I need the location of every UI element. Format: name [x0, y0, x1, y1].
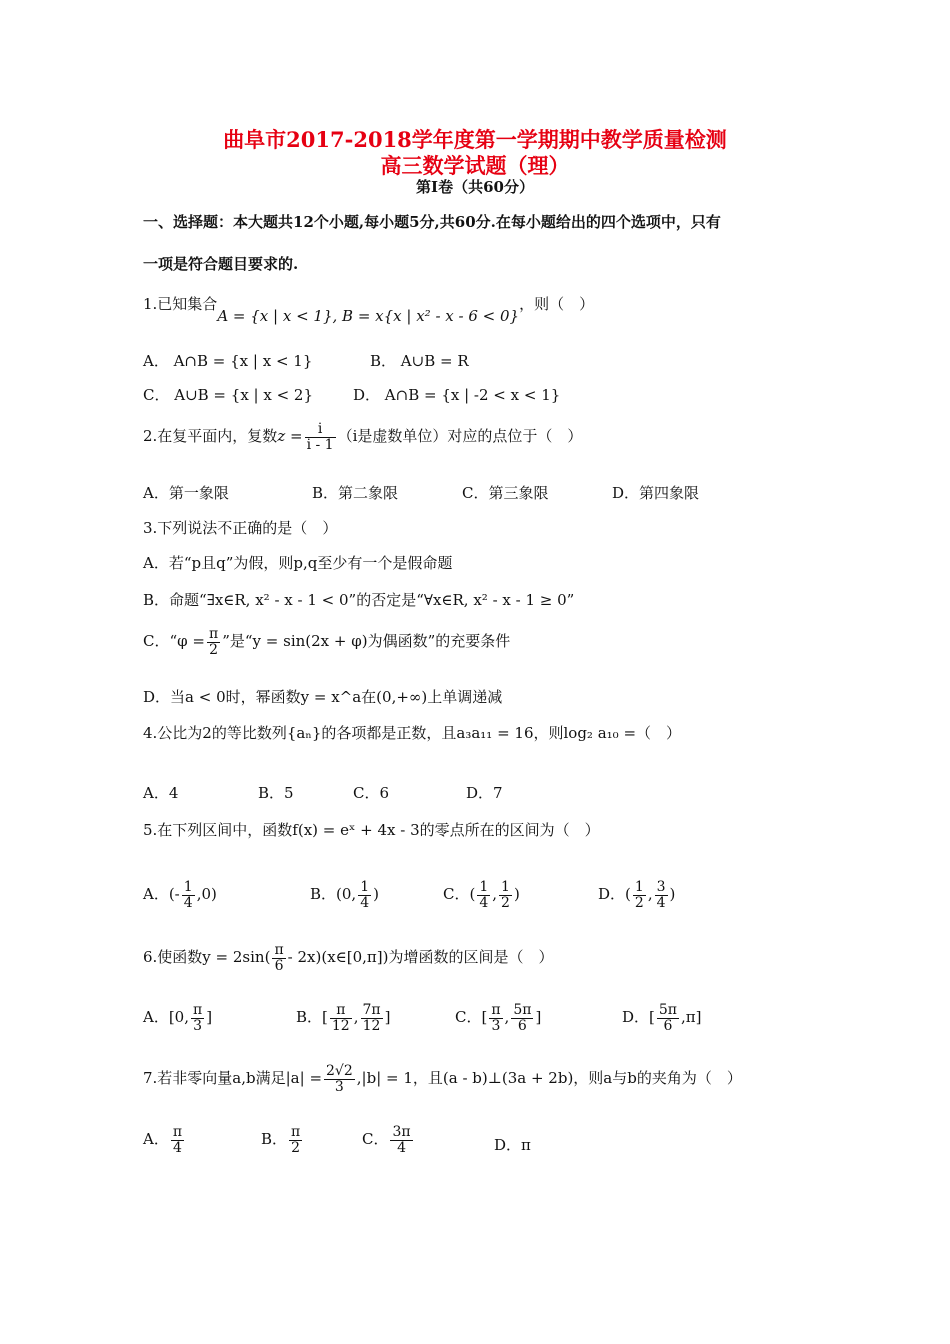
q2-option-a: A．第一象限	[143, 484, 229, 502]
q1-option-a: A． A∩B = {x | x < 1}	[143, 352, 313, 370]
question-4-stem: 4.公比为2的等比数列{aₙ}的各项都是正数，且a₃a₁₁ = 16，则log₂ a₁₀ =（ ）	[143, 724, 682, 742]
question-3-stem: 3.下列说法不正确的是（ ）	[143, 519, 338, 537]
question-5-stem: 5.在下列区间中，函数f(x) = eˣ + 4x - 3的零点所在的区间为（ ）	[143, 821, 600, 839]
q3-option-a: A．若“p且q”为假，则p,q至少有一个是假命题	[143, 554, 453, 572]
q1-option-c: C． A∪B = {x | x < 2}	[143, 386, 314, 404]
question-1-stem: 1.已知集合A = {x | x < 1}, B = x{x | x² - x - 6 < 0}，则（ ）	[143, 295, 595, 325]
q4-option-d: D．7	[466, 784, 503, 802]
q3-option-b: B．命题“∃x∈R, x² - x - 1 < 0”的否定是“∀x∈R, x² - x - 1 ≥ 0”	[143, 591, 575, 609]
q6-option-c: C．[ $\frac{\pi}{3}$ , $\frac{5\pi}{6}$ ]	[455, 1002, 542, 1034]
q2-option-c: C．第三象限	[462, 484, 549, 502]
question-1-math: A = {x | x < 1}, B = x{x | x² - x - 6 < 0}	[217, 307, 520, 325]
q4-option-c: C．6	[353, 784, 390, 802]
q5-option-d: D．( $\frac{1}{2}$ , $\frac{3}{4}$ )	[598, 879, 676, 911]
q7-fraction: $\frac{2√2}{3}$	[326, 1063, 353, 1095]
question-2-stem: 2.在复平面内，复数z = $\frac{i}{i - 1}$ （i是虚数单位）对应的点位于（ ）	[143, 421, 583, 453]
q1-option-b: B． A∪B = R	[370, 352, 469, 370]
q5-option-c: C．( $\frac{1}{4}$ , $\frac{1}{2}$ )	[443, 879, 520, 911]
q3-fraction: $\frac{\pi}{2}$	[209, 626, 219, 658]
question-7-stem: 7.若非零向量a,b满足|a| = $\frac{2√2}{3}$ ,|b| = 1，且(a - b)⊥(3a + 2b)，则a与b的夹角为（ ）	[143, 1063, 742, 1095]
q2-fraction: $\frac{i}{i - 1}$	[306, 421, 334, 453]
volume-heading: 第Ⅰ卷（共60分）	[416, 178, 534, 196]
q2-option-b: B．第二象限	[312, 484, 399, 502]
q1-option-d: D． A∩B = {x | -2 < x < 1}	[353, 386, 561, 404]
q4-option-a: A．4	[143, 784, 179, 802]
exam-subtitle: 高三数学试题（理）	[380, 153, 570, 178]
q5-option-a: A．(- $\frac{1}{4}$ ,0)	[143, 879, 217, 911]
q6-fraction: $\frac{\pi}{6}$	[274, 942, 284, 974]
section-instructions-line1: 一、选择题：本大题共12个小题,每小题5分,共60分.在每小题给出的四个选项中，只有	[143, 213, 721, 231]
question-6-stem: 6.使函数y = 2sin( $\frac{\pi}{6}$ - 2x)(x∈[0,π])为增函数的区间是（ ）	[143, 942, 554, 974]
q2-option-d: D．第四象限	[612, 484, 700, 502]
exam-title: 曲阜市2017-2018学年度第一学期期中教学质量检测	[223, 127, 727, 152]
q7-option-b: B． $\frac{\pi}{2}$	[261, 1124, 301, 1156]
q6-option-b: B．[ $\frac{\pi}{12}$ , $\frac{7\pi}{12}$ ]	[296, 1002, 391, 1034]
q7-option-a: A． $\frac{\pi}{4}$	[143, 1124, 183, 1156]
q3-option-d: D．当a < 0时，幂函数y = x^a在(0,+∞)上单调递减	[143, 688, 503, 706]
q5-option-b: B．(0, $\frac{1}{4}$ )	[310, 879, 379, 911]
q6-option-a: A．[0, $\frac{\pi}{3}$ ]	[143, 1002, 213, 1034]
q4-option-b: B．5	[258, 784, 294, 802]
q7-option-c: C． $\frac{3\pi}{4}$	[362, 1124, 411, 1156]
q3-option-c: C．“φ = $\frac{\pi}{2}$ ”是“y = sin(2x + φ)为偶函数”的充要条件	[143, 626, 511, 658]
q7-option-d: D．π	[494, 1136, 531, 1154]
q6-option-d: D．[ $\frac{5\pi}{6}$ ,π]	[622, 1002, 702, 1034]
section-instructions-line2: 一项是符合题目要求的.	[143, 255, 299, 273]
